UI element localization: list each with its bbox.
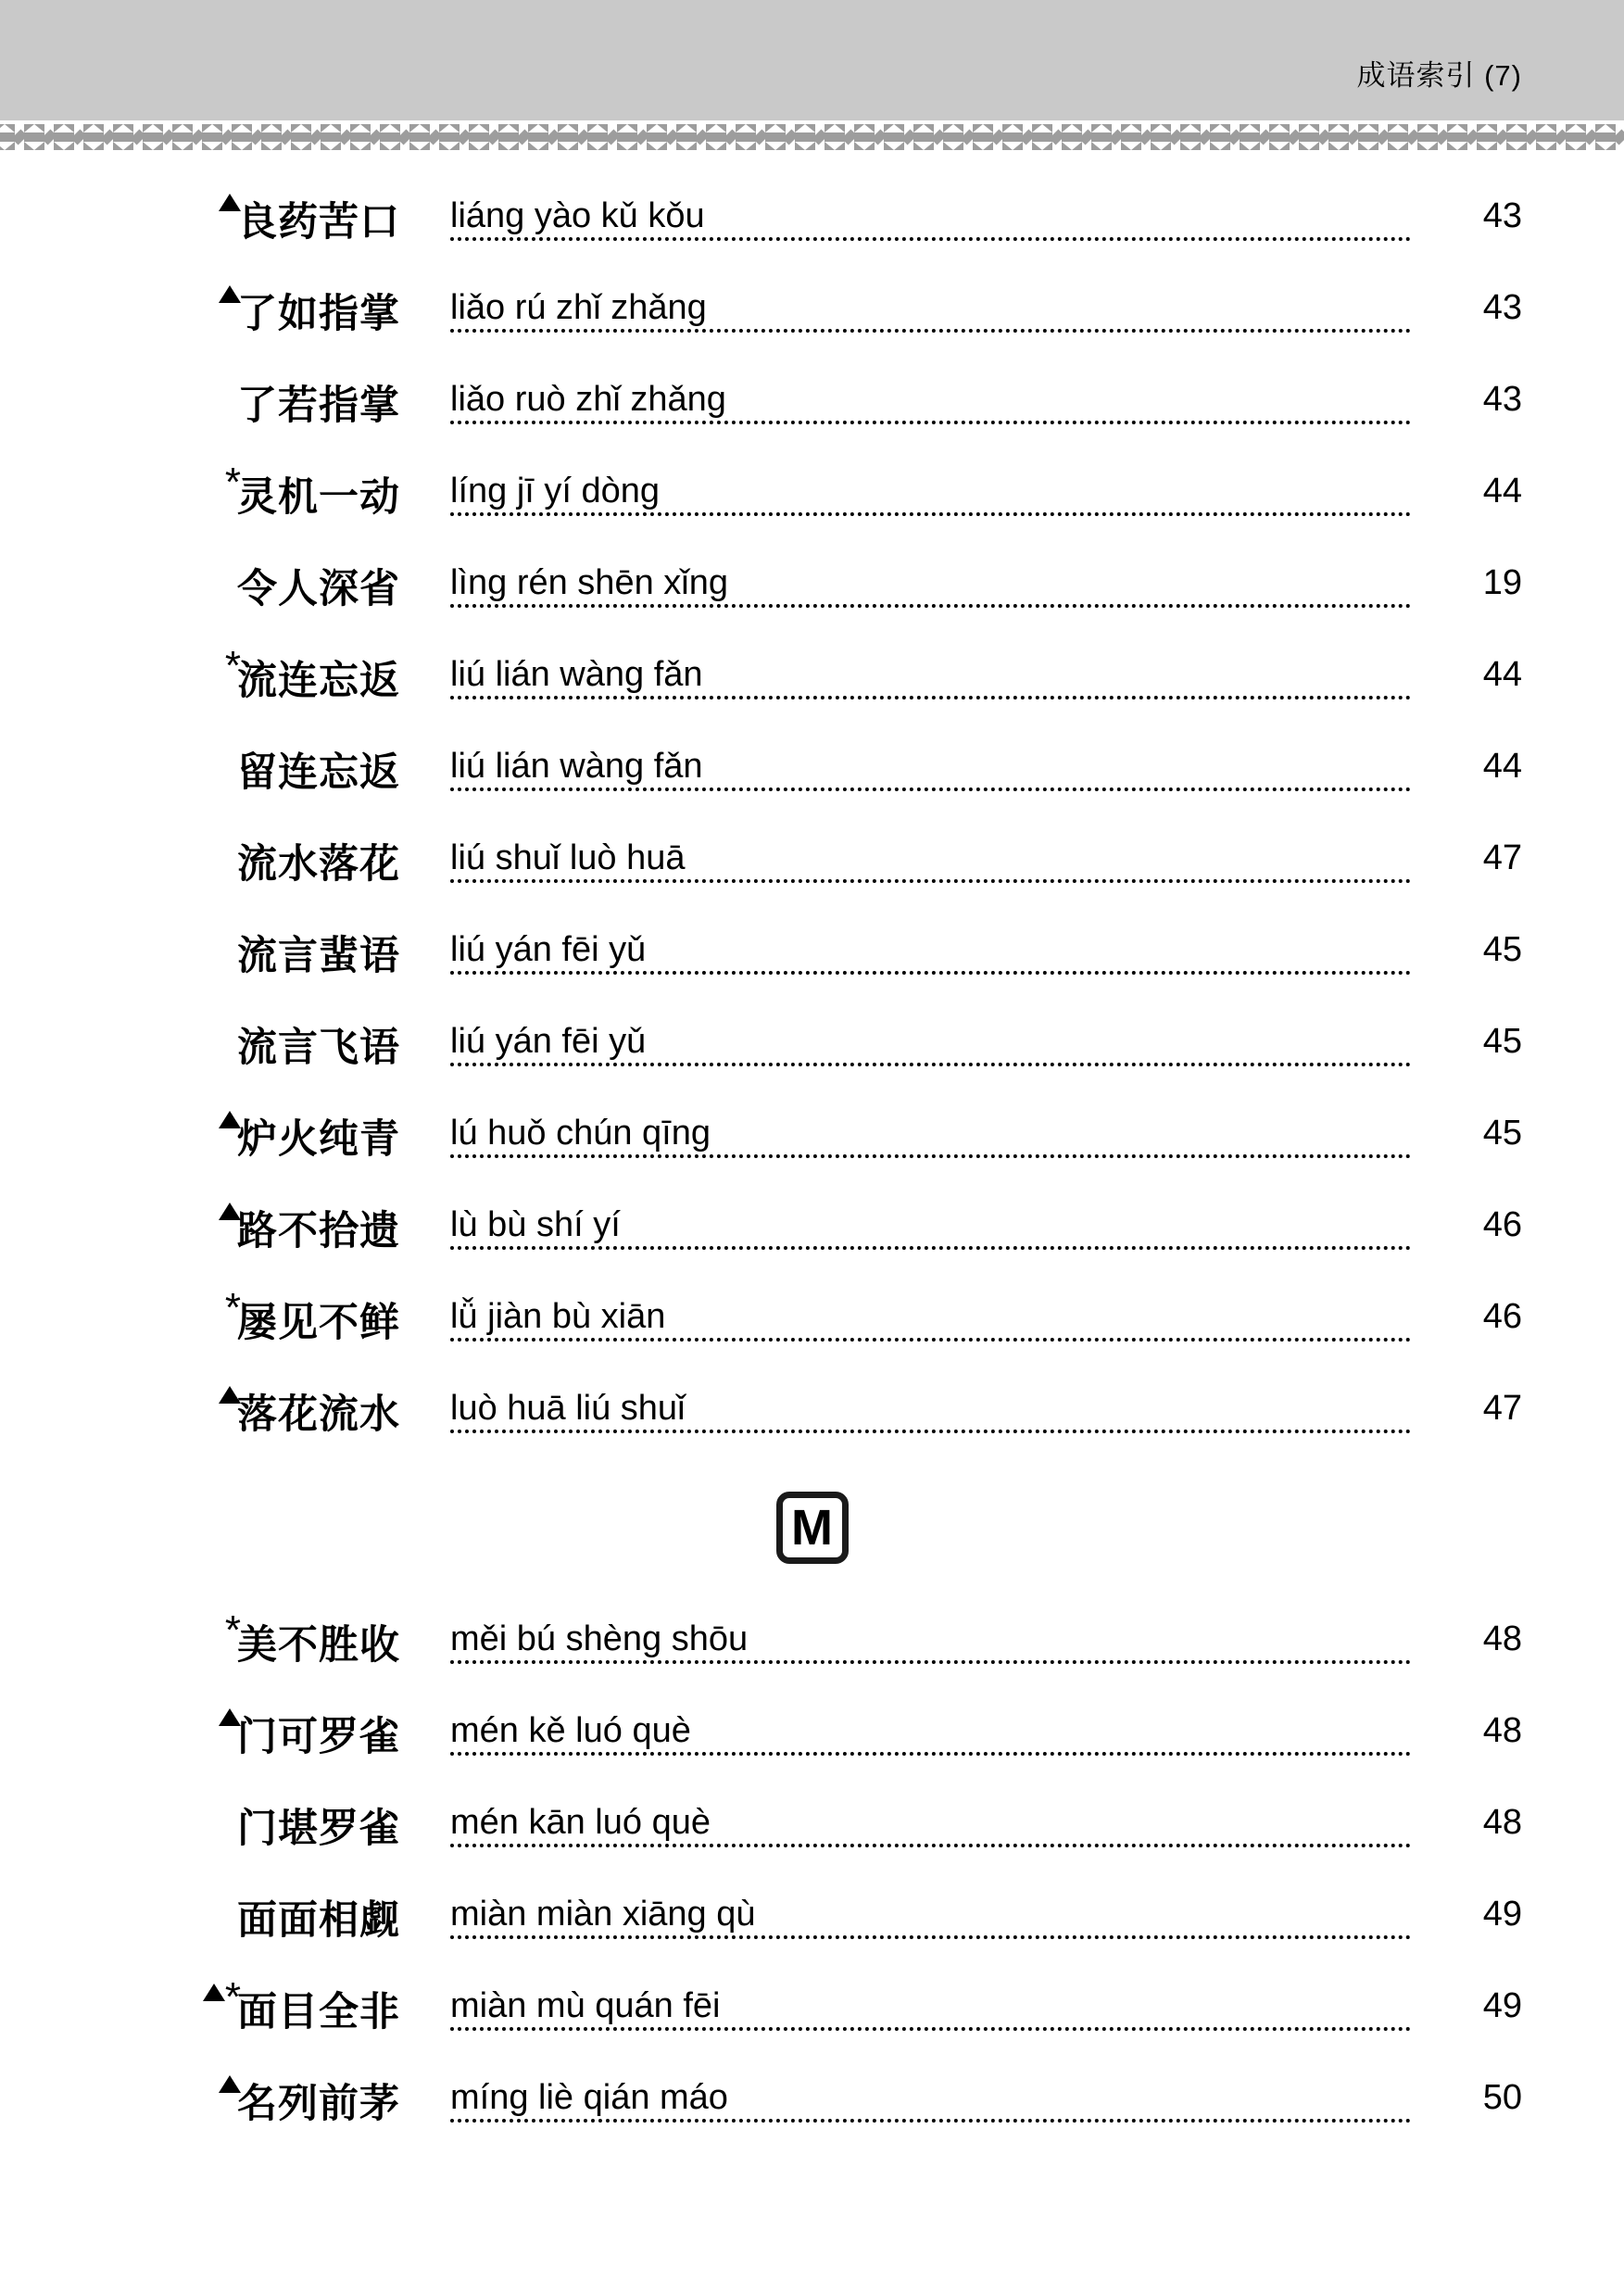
entry-pinyin: liú shuǐ luò huā — [450, 838, 695, 878]
entry-pinyin: lǚ jiàn bù xiān — [450, 1297, 674, 1337]
triangle-icon — [203, 1984, 225, 2001]
entry-page-number: 49 — [1420, 1986, 1522, 2026]
entry-idiom: 门堪罗雀 — [237, 1807, 400, 1851]
entry-pinyin: mén kě luó què — [450, 1711, 700, 1751]
entry-idiom: 流水落花 — [237, 842, 400, 887]
index-entry[interactable] — [0, 264, 1624, 356]
dot-leader — [450, 1752, 1411, 1756]
entry-marker: * — [224, 1607, 241, 1653]
dot-leader — [450, 237, 1411, 241]
index-entry[interactable] — [0, 1273, 1624, 1365]
entry-idiom: 炉火纯青 — [237, 1117, 400, 1162]
entry-pinyin: liáng yào kǔ kǒu — [450, 196, 714, 236]
index-entry[interactable] — [0, 1687, 1624, 1779]
entry-idiom: 面面相觑 — [237, 1898, 400, 1943]
entry-idiom: 了如指掌 — [237, 292, 400, 336]
entry-page-number: 45 — [1420, 1022, 1522, 1062]
index-entry[interactable] — [0, 906, 1624, 998]
entry-pinyin: mén kān luó què — [450, 1803, 720, 1843]
entry-page-number: 46 — [1420, 1205, 1522, 1245]
index-entry[interactable] — [0, 2054, 1624, 2146]
dot-leader — [450, 879, 1411, 883]
entry-marker — [182, 2074, 241, 2106]
entry-idiom: 门可罗雀 — [237, 1715, 400, 1759]
entry-marker: * — [224, 643, 241, 688]
dot-leader — [450, 1844, 1411, 1847]
entry-idiom: 名列前茅 — [237, 2082, 400, 2126]
entry-idiom: 美不胜收 — [237, 1623, 400, 1668]
entry-marker — [182, 1110, 241, 1141]
index-entry[interactable] — [0, 1779, 1624, 1871]
entry-pinyin: liú lián wàng fǎn — [450, 747, 712, 787]
dot-leader — [450, 1660, 1411, 1664]
index-entry[interactable] — [0, 1962, 1624, 2054]
index-entry[interactable] — [0, 723, 1624, 814]
entry-page-number: 48 — [1420, 1619, 1522, 1659]
entry-idiom: 良药苦口 — [237, 200, 400, 245]
entry-marker — [182, 284, 241, 316]
entry-idiom: 落花流水 — [237, 1392, 400, 1437]
index-entry[interactable] — [0, 631, 1624, 723]
entry-marker — [182, 1202, 241, 1233]
dot-leader — [450, 1063, 1411, 1066]
index-entry[interactable] — [0, 172, 1624, 264]
page-header-title: 成语索引 (7) — [1356, 59, 1522, 92]
entry-pinyin: liú yán fēi yǔ — [450, 930, 655, 970]
entry-pinyin: míng liè qián máo — [450, 2078, 737, 2118]
entry-pinyin: měi bú shèng shōu — [450, 1619, 757, 1659]
entry-pinyin: liǎo ruò zhǐ zhǎng — [450, 380, 736, 420]
entry-pinyin: liú lián wàng fǎn — [450, 655, 712, 695]
entry-marker: * — [182, 1983, 241, 2014]
entry-marker — [182, 1385, 241, 1417]
dot-leader — [450, 1154, 1411, 1158]
entry-pinyin: liú yán fēi yǔ — [450, 1022, 655, 1062]
entry-pinyin: luò huā liú shuǐ — [450, 1389, 695, 1429]
entry-marker — [182, 193, 241, 224]
entry-page-number: 19 — [1420, 563, 1522, 603]
dot-leader — [450, 2119, 1411, 2123]
entry-idiom: 流言蜚语 — [237, 934, 400, 978]
entry-marker: * — [224, 1285, 241, 1330]
entry-page-number: 46 — [1420, 1297, 1522, 1337]
dot-leader — [450, 1246, 1411, 1250]
index-list — [0, 172, 1624, 2146]
entry-idiom: 屡见不鲜 — [237, 1301, 400, 1345]
entry-idiom: 灵机一动 — [237, 475, 400, 520]
entry-page-number: 48 — [1420, 1803, 1522, 1843]
entry-idiom: 面目全非 — [237, 1990, 400, 2035]
entry-marker: * — [224, 460, 241, 505]
section-letter-badge: M — [776, 1492, 849, 1564]
dot-leader — [450, 1935, 1411, 1939]
entry-pinyin: lú huǒ chún qīng — [450, 1114, 720, 1153]
dot-leader — [450, 421, 1411, 424]
entry-idiom: 令人深省 — [237, 567, 400, 611]
index-entry[interactable] — [0, 998, 1624, 1090]
index-group-m — [0, 1595, 1624, 2146]
index-entry[interactable] — [0, 356, 1624, 447]
section-divider-m — [0, 1456, 1624, 1595]
entry-page-number: 48 — [1420, 1711, 1522, 1751]
entry-idiom: 流连忘返 — [237, 659, 400, 703]
dot-leader — [450, 329, 1411, 333]
index-entry[interactable] — [0, 1871, 1624, 1962]
entry-page-number: 43 — [1420, 380, 1522, 420]
index-entry[interactable] — [0, 1090, 1624, 1181]
entry-page-number: 50 — [1420, 2078, 1522, 2118]
entry-page-number: 45 — [1420, 930, 1522, 970]
entry-page-number: 47 — [1420, 838, 1522, 878]
dot-leader — [450, 971, 1411, 975]
entry-marker — [182, 1707, 241, 1739]
entry-page-number: 44 — [1420, 747, 1522, 787]
index-entry[interactable] — [0, 1181, 1624, 1273]
entry-pinyin: miàn mù quán fēi — [450, 1986, 730, 2026]
entry-page-number: 44 — [1420, 655, 1522, 695]
index-entry[interactable] — [0, 1595, 1624, 1687]
entry-page-number: 45 — [1420, 1114, 1522, 1153]
entry-page-number: 43 — [1420, 196, 1522, 236]
index-entry[interactable] — [0, 447, 1624, 539]
index-entry[interactable] — [0, 1365, 1624, 1456]
index-entry[interactable] — [0, 539, 1624, 631]
dot-leader — [450, 1430, 1411, 1433]
entry-pinyin: liǎo rú zhǐ zhǎng — [450, 288, 716, 328]
entry-page-number: 47 — [1420, 1389, 1522, 1429]
index-group-l — [0, 172, 1624, 1456]
entry-pinyin: miàn miàn xiāng qù — [450, 1895, 765, 1934]
entry-page-number: 49 — [1420, 1895, 1522, 1934]
dot-leader — [450, 604, 1411, 608]
entry-pinyin: líng jī yí dòng — [450, 472, 669, 511]
entry-page-number: 44 — [1420, 472, 1522, 511]
index-entry[interactable] — [0, 814, 1624, 906]
dot-leader — [450, 512, 1411, 516]
entry-page-number: 43 — [1420, 288, 1522, 328]
entry-pinyin: lù bù shí yí — [450, 1205, 630, 1245]
entry-idiom: 了若指掌 — [237, 384, 400, 428]
entry-pinyin: lìng rén shēn xǐng — [450, 563, 737, 603]
dot-leader — [450, 1338, 1411, 1342]
entry-idiom: 流言飞语 — [237, 1026, 400, 1070]
decorative-border — [0, 120, 1624, 154]
dot-leader — [450, 2027, 1411, 2031]
entry-idiom: 留连忘返 — [237, 750, 400, 795]
dot-leader — [450, 787, 1411, 791]
entry-idiom: 路不拾遗 — [237, 1209, 400, 1254]
page-header — [0, 0, 1624, 120]
dot-leader — [450, 696, 1411, 699]
